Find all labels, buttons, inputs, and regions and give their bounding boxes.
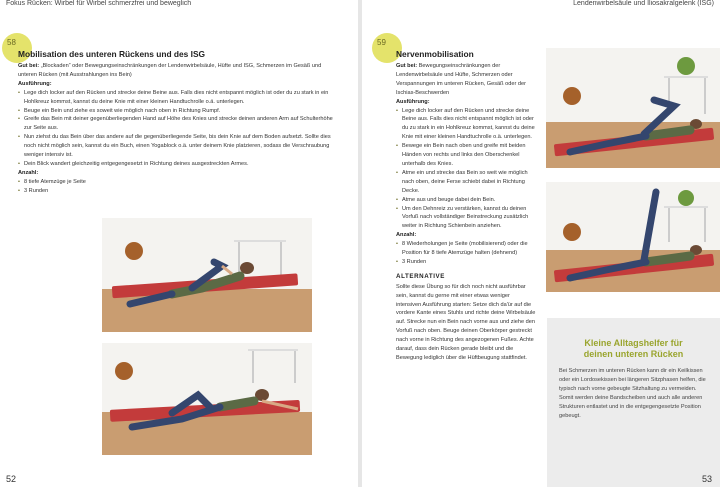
good-for-text: Bewegungseinschränkungen der Lendenwirbelsäule und Hüfte, Schmerzen oder Verspannungen im unteren Rücken, Gesäß oder der Ischias-Beschwerden: [396, 63, 526, 96]
execution-label: Ausführung:: [396, 98, 430, 105]
execution-steps: [396, 107, 536, 232]
tip-title-line: deinen unteren Rücken: [583, 349, 684, 359]
step-item: • Bewege ein Bein nach oben und greife mit beiden Händen von rechts und links den Oberschenkel unterhalb des Knies.: [396, 142, 536, 169]
step-item: • Atme aus und beuge dabei dein Bein.: [396, 196, 536, 205]
left-page: [0, 0, 358, 487]
photo-isg-mobilisation-twist: [102, 343, 312, 455]
exercise-photo-illustration: [546, 182, 720, 292]
photo-nerve-mobilisation-bent-leg: [546, 48, 720, 168]
execution-steps: [18, 89, 338, 169]
exercise-photo-illustration: [546, 48, 720, 168]
photo-nerve-mobilisation-straight-leg: [546, 182, 720, 292]
count-item: • 3 Runden: [396, 258, 536, 267]
alternative-label: ALTERNATIVE: [396, 272, 445, 280]
execution-label: Ausführung:: [18, 80, 52, 87]
photo-isg-mobilisation-pull-knee: [102, 218, 312, 332]
exercise-photo-illustration: [102, 218, 312, 332]
good-for-text: „Blockaden“ oder Bewegungseinschränkungen der Lendenwirbelsäule, Hüfte und ISG, Schmerzen im Gesäß und unteren Rücken (mit Ausstrahlungen ins Bein): [18, 63, 322, 78]
tip-text: Bei Schmerzen im unteren Rücken kann dir ein Keilkissen oder ein Lordosekissen bei längeren Sitzphasen helfen, die typisch nach vorne gebeugte Sitzhaltung zu vermeiden. Somit werden deine Bandscheiben und auch alle anderen Strukturen entlastet und in die entgegengesetzte Position gebeugt.: [559, 368, 706, 419]
running-head-right: Lendenwirbelsäule und Iliosakralgelenk (ISG): [573, 0, 714, 7]
tip-title: [547, 338, 720, 360]
alternative-text: Sollte diese Übung so für dich noch nicht ausführbar sein, kannst du gerne mit einer etwas weniger intensiven Ausführung starten: Setze dich da'ür auf die vordere Kante eines Stuhls und richte deine Wirbelsäule auf. Strecke nun ein Bein nach vorne aus und ziehe den Vorfuß nach oben. Beuge deinen Oberkörper gestreckt nach vorne in Richtung des angezogenen Fußes. Achte darauf, dass dein Rücken gerade bleibt und die Bewegung lediglich über die Hüftbeugung stattfindet.: [396, 283, 536, 361]
exercise-photo-illustration: [102, 343, 312, 455]
count-label: Anzahl:: [396, 232, 417, 239]
count-list: [396, 240, 536, 267]
count-label: Anzahl:: [18, 169, 39, 176]
good-for-label: Gut bei:: [396, 63, 418, 69]
step-item: • Atme ein und strecke das Bein so weit wie möglich nach oben, deine Ferse schiebt dabei in Richtung Decke.: [396, 169, 536, 196]
good-for: [396, 62, 536, 98]
exercise-number-tab: 59: [372, 33, 402, 63]
exercise-text-column: [18, 49, 338, 196]
exercise-text-column: [396, 49, 536, 363]
step-item: • Lege dich locker auf den Rücken und strecke deine Beine aus. Falls dies nicht entspannt möglich ist oder du zu stark in ein Hohlkreuz kommst, kannst du deine Knie mit einer kleinen Handtuchrolle o.ä. unterlegen.: [396, 107, 536, 143]
count-list: [18, 178, 338, 196]
page-number-left: 52: [6, 474, 17, 484]
tip-title-line: Kleine Alltagshelfer für: [584, 338, 683, 348]
step-item: • Nun ziehst du das Bein über das andere auf die gegenüberliegende Seite, bis dein Knie auf dem Boden aufsetzt. Sollte dies noch nicht möglich sein, kannst du ein Buch, einen Yogablock o.ä. unter deinem Knie platzieren, sodass die Verschraubung weniger intensiv ist.: [18, 133, 338, 160]
exercise-number-tab: 58: [2, 33, 32, 63]
tip-box: [547, 318, 720, 487]
count-item: • 8 Wiederholungen je Seite (mobilisierend) oder die Position für 8 tiefe Atemzüge halten (dehnend): [396, 240, 536, 258]
step-item: • Lege dich locker auf den Rücken und strecke deine Beine aus. Falls dies nicht entspannt möglich ist oder du zu stark in ein Hohlkreuz kommst, kannst du deine Knie mit einer kleinen Handtuchrolle o.ä. unterlegen.: [18, 89, 338, 107]
good-for: [18, 62, 338, 80]
good-for-label: Gut bei:: [18, 63, 40, 69]
running-head-left: Fokus Rücken: Wirbel für Wirbel schmerzfrei und beweglich: [6, 0, 192, 7]
step-item: • Greife das Bein mit deiner gegenüberliegenden Hand auf Höhe des Knies und strecke deinen anderen Arm auf Schulterhöhe zur Seite aus.: [18, 115, 338, 133]
exercise-heading: Nervenmobilisation: [396, 49, 474, 59]
step-item: • Um den Dehnreiz zu verstärken, kannst du deinen Vorfuß nach vollständiger Beinstreckung zusätzlich weiter in Richtung Schienbein anziehen.: [396, 205, 536, 232]
right-page: [362, 0, 720, 487]
count-item: • 8 tiefe Atemzüge je Seite: [18, 178, 338, 187]
count-item: • 3 Runden: [18, 187, 338, 196]
page-number-right: 53: [701, 474, 712, 484]
exercise-heading: Mobilisation des unteren Rückens und des ISG: [18, 49, 206, 59]
step-item: • Dein Blick wandert gleichzeitig entgegengesetzt in Richtung deines ausgestreckten Armes.: [18, 160, 338, 169]
step-item: • Beuge ein Bein und ziehe es soweit wie möglich nach oben in Richtung Rumpf.: [18, 107, 338, 116]
